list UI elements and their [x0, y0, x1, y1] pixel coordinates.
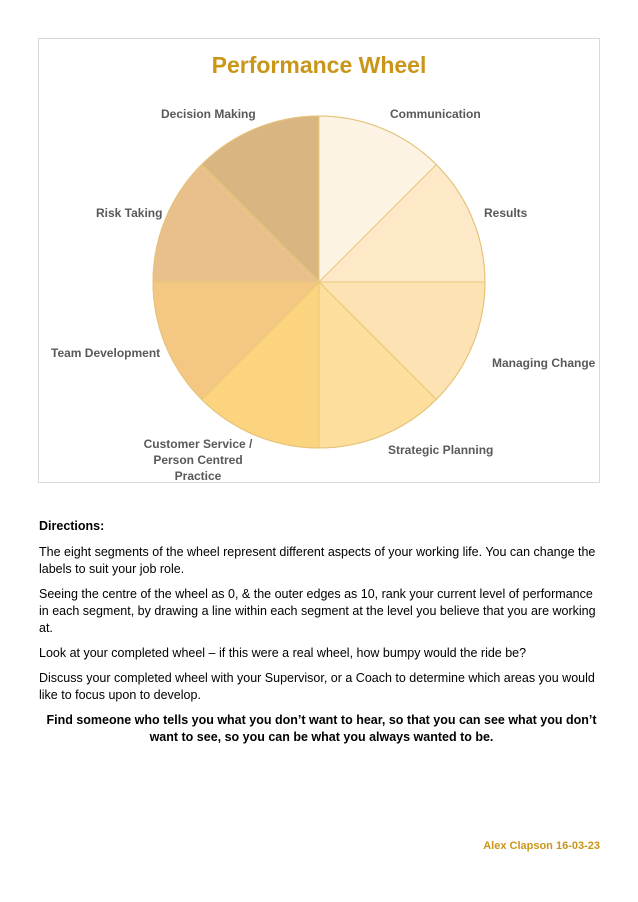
footer-author-date: Alex Clapson 16-03-23	[483, 840, 600, 852]
directions-heading: Directions:	[39, 519, 105, 533]
directions-paragraph-3: Look at your completed wheel – if this were a real wheel, how bumpy would the ride be?	[39, 646, 527, 660]
directions-paragraph-4: Discuss your completed wheel with your Supervisor, or a Coach to determine which areas you would like to focus upon to develop.	[39, 671, 595, 702]
label-customer-service-line-3: Practice	[174, 469, 222, 483]
label-strategic-planning: Strategic Planning	[388, 443, 494, 457]
closing-quote: Find someone who tells you what you don’t want to hear, so that you can see what you don’t want to see, so you can be what you always wanted to be.	[46, 713, 597, 744]
label-team-development: Team Development	[51, 346, 161, 360]
page-title: Performance Wheel	[211, 52, 427, 78]
directions-section	[39, 518, 604, 754]
directions-paragraph-2: Seeing the centre of the wheel as 0, & the outer edges as 10, rank your current level of performance in each segment, by drawing a line within each segment at the level you believe that you are working at.	[39, 587, 596, 635]
label-customer-service-line-2: Person Centred	[153, 453, 243, 467]
label-communication: Communication	[390, 107, 481, 121]
label-decision-making: Decision Making	[161, 107, 256, 121]
label-risk-taking: Risk Taking	[96, 206, 163, 220]
label-results: Results	[484, 206, 528, 220]
label-managing-change: Managing Change	[492, 356, 596, 370]
directions-paragraph-1: The eight segments of the wheel represent different aspects of your working life. You can change the labels to suit your job role.	[39, 545, 596, 576]
label-customer-service-line-1: Customer Service /	[143, 437, 253, 451]
label-customer-service	[128, 436, 268, 484]
